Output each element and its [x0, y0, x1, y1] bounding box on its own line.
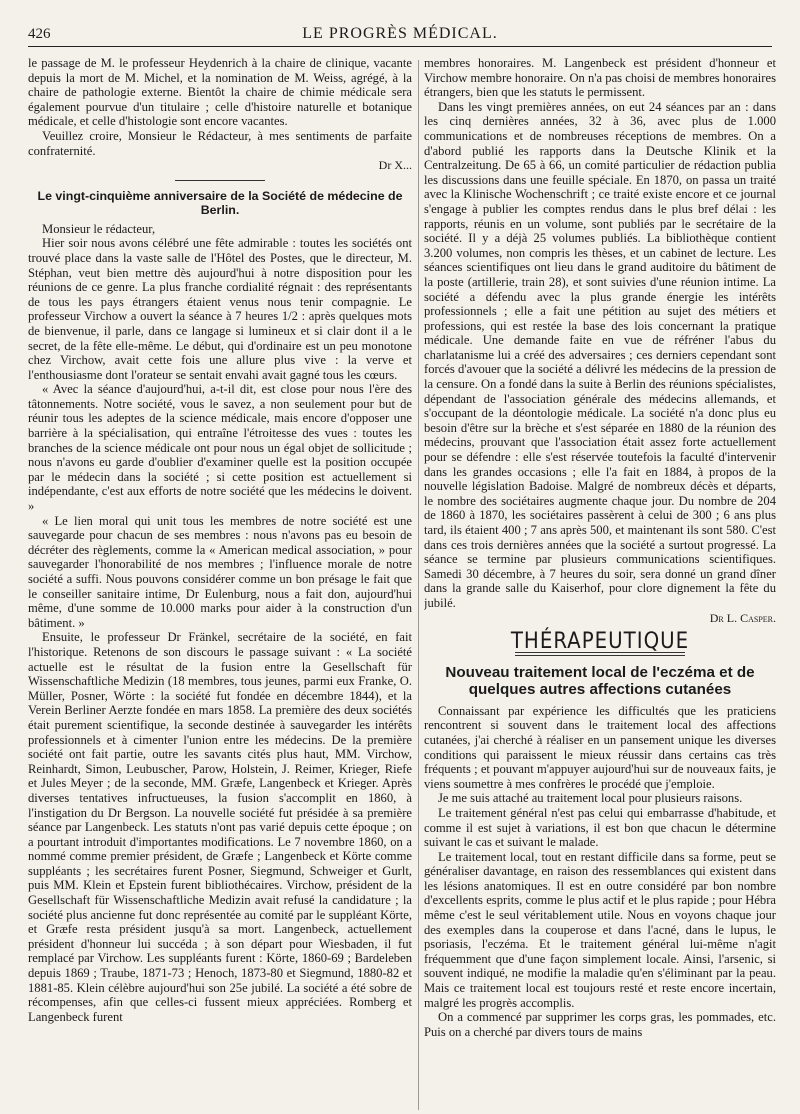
body-paragraph: Le traitement local, tout en restant difficile dans sa forme, peut se généraliser davantage, en raison des ressemblances qui existent dans les lésions anatomiques. Il est en outre considéré par bon nombre d'excellents esprits, comme le plus actif et le plus rapide ; pour Hébra même c'est le seul véritablement utile. Nous en voyons chaque jour des exemples dans la couperose et dans l'acné, dans le lupus, le psoriasis, l'eczéma. Et le traitement général lui-même n'agit fréquemment que d'une façon simplement locale. Ainsi, l'arsenic, si souvent indiqué, ne modifie la maladie qu'en s'éliminant par la peau. Mais ce traitement local est toujours resté et reste encore incertain, malgré les progrès accomplis.	[424, 849, 776, 1010]
body-paragraph: Hier soir nous avons célébré une fête admirable : toutes les sociétés ont trouvé place dans la vaste salle de l'Hôtel des Postes, que le directeur, M. Stéphan, veut bien mettre dès aujourd'hui à notre disposition pour les réunions de ce genre. La plus franche cordialité régnait : des représentants de tous les pays étrangers étaient venus nous tenir compagnie. Le professeur Virchow a ouvert la séance à 7 heures 1/2 : après quelques mots de bienvenue, il parle, dans ce langage si lumineux et si clair dont il a le secret, de la fête elle-même. Le début, qui d'ordinaire est un peu monotone chez Virchow, avait cette fois une allure plus vive : la verve et l'enthousiasme dont l'orateur se sentait envahi avait gagné tous les cœurs.	[28, 236, 412, 382]
body-paragraph: « Le lien moral qui unit tous les membres de notre société est une sauvegarde pour chacun de ses membres : nous n'avons pas eu besoin de décréter des règlements, comme la « American medical association, » pour sauvegarder l'honorabilité de nos membres ; l'influence morale de notre société a suffi. Nous pouvons considérer comme un bon présage le fait que le conseiller sanitaire intime, Dr Eulenburg, nous a fait don, aujourd'hui même, d'une somme de 10.000 marks pour aider à la construction d'un bâtiment. »	[28, 513, 412, 630]
body-paragraph: Connaissant par expérience les difficultés que les praticiens rencontrent si souvent dans le traitement local des affections cutanées, j'ai cherché à réaliser en un pansement unique les diverses conditions qui paraissent le mieux réussir dans certains cas très fréquents ; et pouvant m'appuyer aujourd'hui sur de nouveaux faits, je viens soumettre à mes confrères le procédé que j'emploie.	[424, 703, 776, 791]
salutation: Monsieur le rédacteur,	[42, 221, 156, 236]
running-title: LE PROGRÈS MÉDICAL.	[302, 25, 498, 42]
body-paragraph: Ensuite, le professeur Dr Fränkel, secrétaire de la société, en fait l'historique. Retenons de son discours le passage suivant : « La société actuelle est le résultat de la fusion entre la Gesellschaft für Wissenschaftliche Medizin (18 membres, tous jeunes, parmi eux Franke, O. Müller, Posner, Wörte : la société fut fondée en décembre 1844), et la Verein Berliner Aerzte fondée en mars 1858. La première des deux sociétés était purement scientifique, la seconde destinée à sauvegarder les intérêts professionnels et à cimenter l'union entre les médecins. De la première société ont fait partie, outre les savants cités plus haut, MM. Virchow, Reinhardt, Simon, Leubuscher, Parow, Holstein, J. Reimer, Krieger, Riefe et Jules Meyer ; de la seconde, MM. Græfe, Langenbeck et Krieger. Après diverses tentatives infructueuses, la fusion s'accomplit en 1860, à l'instigation du Dr Bergson. La nouvelle société fut présidée à sa première séance par Langenbeck. Les statuts n'ont pas varié depuis cette époque ; on a pourtant introduit d'importantes modifications. Le 7 novembre 1860, on a nommé comme premier président, de Græfe ; Langenbeck et Körte comme suppléants ; les secrétaires furent Posner, Siegmund, Schweiger et Gurlt, puis MM. Klein et Epstein furent bibliothécaires. Virchow, président de la Gesellschaft für Wissenschaftliche Medizin avait refusé la candidature ; la société plus ancienne fut donc représentée au comité par le suppléant Körte, et Græfe resta président jusqu'à sa mort. Langenbeck, actuellement président d'honneur lui succéda ; à son départ pour Wiesbaden, il fut remplacé par Virchow. Les suppléants furent : Körte, 1860-69 ; Bardeleben depuis 1869 ; Traube, 1871-73 ; Henoch, 1873-80 et Siegmund, 1880-82 et 1881-85. Klein célèbre aujourd'hui son 25e jubilé. La société a été sobre de récompenses, afin que celles-ci fussent mieux appréciées. Romberg et Langenbeck furent	[28, 630, 412, 1024]
body-paragraph: Dans les vingt premières années, on eut 24 séances par an : dans les cinq dernières années, 32 à 36, avec plus de 1.000 communications et de nombreuses réceptions de membres. On a d'abord publié les rapports dans la Deutsche Klinik et la Centralzeitung. De 65 à 66, un comité particulier de rédaction publia les discussions dans une feuille spéciale. En 1870, on passa un traité avec la Klinische Wochenschrift ; ce traité existe encore et ce journal s'engage à publier les comptes rendus dans le plus bref délai : les rapports, réunis en un volume, sont publiés par le secrétaire de la société. Il y a déjà 25 volumes publiés. La bibliothèque contient 3.200 volumes, non compris les thèses, et un cabinet de lecture. Les séances scientifiques ont lieu dans le grand auditoire du bâtiment de la poste (artillerie, train 28), et sont suivies d'une réunion intime. La société a défendu avec la plus grande énergie les intérêts professionnels ; elle a fait une pétition au sujet des métiers et professions, qui est restée la base des lois concernant la pratique médicale. Une demande faite en vue de réfréner l'abus du charlatanisme lui a créé des adversaires ; ces derniers cependant sont forcés d'avouer que la société a délivré les médecins de la pression de la censure. On a fondé dans la suite à Berlin des réunions spécialistes, dépendant de l'association générale des médecins allemands, et s'occupant de la déontologie médicale. La société n'a donc plus eu besoin d'être sur la brèche et s'est séparée en 1880 de la réunion des médecins, prouvant que l'association était assez forte actuellement pour se défendre : elle s'est réservée toutefois la faculté d'intervenir dans les grandes occasions ; elle l'a fait en 1884, à propos de la nouvelle législation Badoise. Malgré de nombreux décès et départs, le nombre des sociétaires augmente chaque jour. Du nombre de 204 de 1860 à 1870, les sociétaires passèrent à celui de 300 ; 6 ans plus tard, ils étaient 400 ; 7 ans après 500, et maintenant ils sont 580. C'est dans ces trois dernières années que la société a surtout progressé. La séance se termine par plusieurs communications scientifiques. Samedi 30 décembre, à 7 heures du soir, sera donné un grand dîner dans la grande salle du Kaiserhof, pour clore dignement la fête du jubilé.	[424, 99, 776, 610]
left-column	[28, 56, 412, 1104]
intro-paragraph: le passage de M. le professeur Heydenrich à la chaire de clinique, vacante depuis la mort de M. Michel, et la nomination de M. Weiss, agrégé, à la chaire de pathologie externe. Bientôt la chaire de chimie médicale sera également pourvue d'un titulaire ; celle d'histoire naturelle et botanique médicale, et celle d'histologie sont encore vacantes.	[28, 56, 412, 129]
intro-signature: Dr X...	[378, 158, 412, 173]
body-paragraph: « Avec la séance d'aujourd'hui, a-t-il dit, est close pour nous l'ère des tâtonnements. Notre société, vous le savez, a non seulement pour but de réunir tous les adeptes de la science médicale, mais encore d'opposer une barrière à la spécialisation, qui entraîne l'étroitesse des vues : toutes les branches de la science médicale ont pour nous un égal objet de sollicitude ; nous n'avons eu garde d'oublier d'examiner quelle est la position occupée par le médecin dans la société ; si cette position est actuellement si indépendante, c'est aux efforts de notre société que les médecins le doivent. »	[28, 382, 412, 514]
body-paragraph: On a commencé par supprimer les corps gras, les pommades, etc. Puis on a cherché par divers tours de mains	[424, 1010, 776, 1039]
right-column	[424, 56, 776, 1104]
column-divider	[418, 60, 419, 1110]
body-paragraph: membres honoraires. M. Langenbeck est président d'honneur et Virchow membre honoraire. On n'a pas choisi de membres honoraires étrangers, bien que les statuts le permissent.	[424, 56, 776, 100]
intro-paragraph: Veuillez croire, Monsieur le Rédacteur, à mes sentiments de parfaite confraternité.	[28, 128, 412, 158]
body-paragraph: Le traitement général n'est pas celui qui embarrasse d'habitude, et comme il est sujet à variations, il est bon que chacun le détermine suivant le cas et suivant le malade.	[424, 805, 776, 850]
separator-rule	[175, 180, 265, 181]
article-title: Le vingt-cinquième anniversaire de la Société de médecine de Berlin.	[37, 188, 403, 217]
article-signature: Dr L. Casper.	[709, 610, 776, 625]
page-number: 426	[28, 26, 51, 42]
article-title: Nouveau traitement local de l'eczéma et de quelques autres affections cutanées	[445, 663, 755, 698]
body-paragraph: Je me suis attaché au traitement local pour plusieurs raisons.	[438, 791, 743, 806]
page-header	[28, 22, 772, 47]
section-heading: THÉRAPEUTIQUE	[510, 629, 690, 655]
